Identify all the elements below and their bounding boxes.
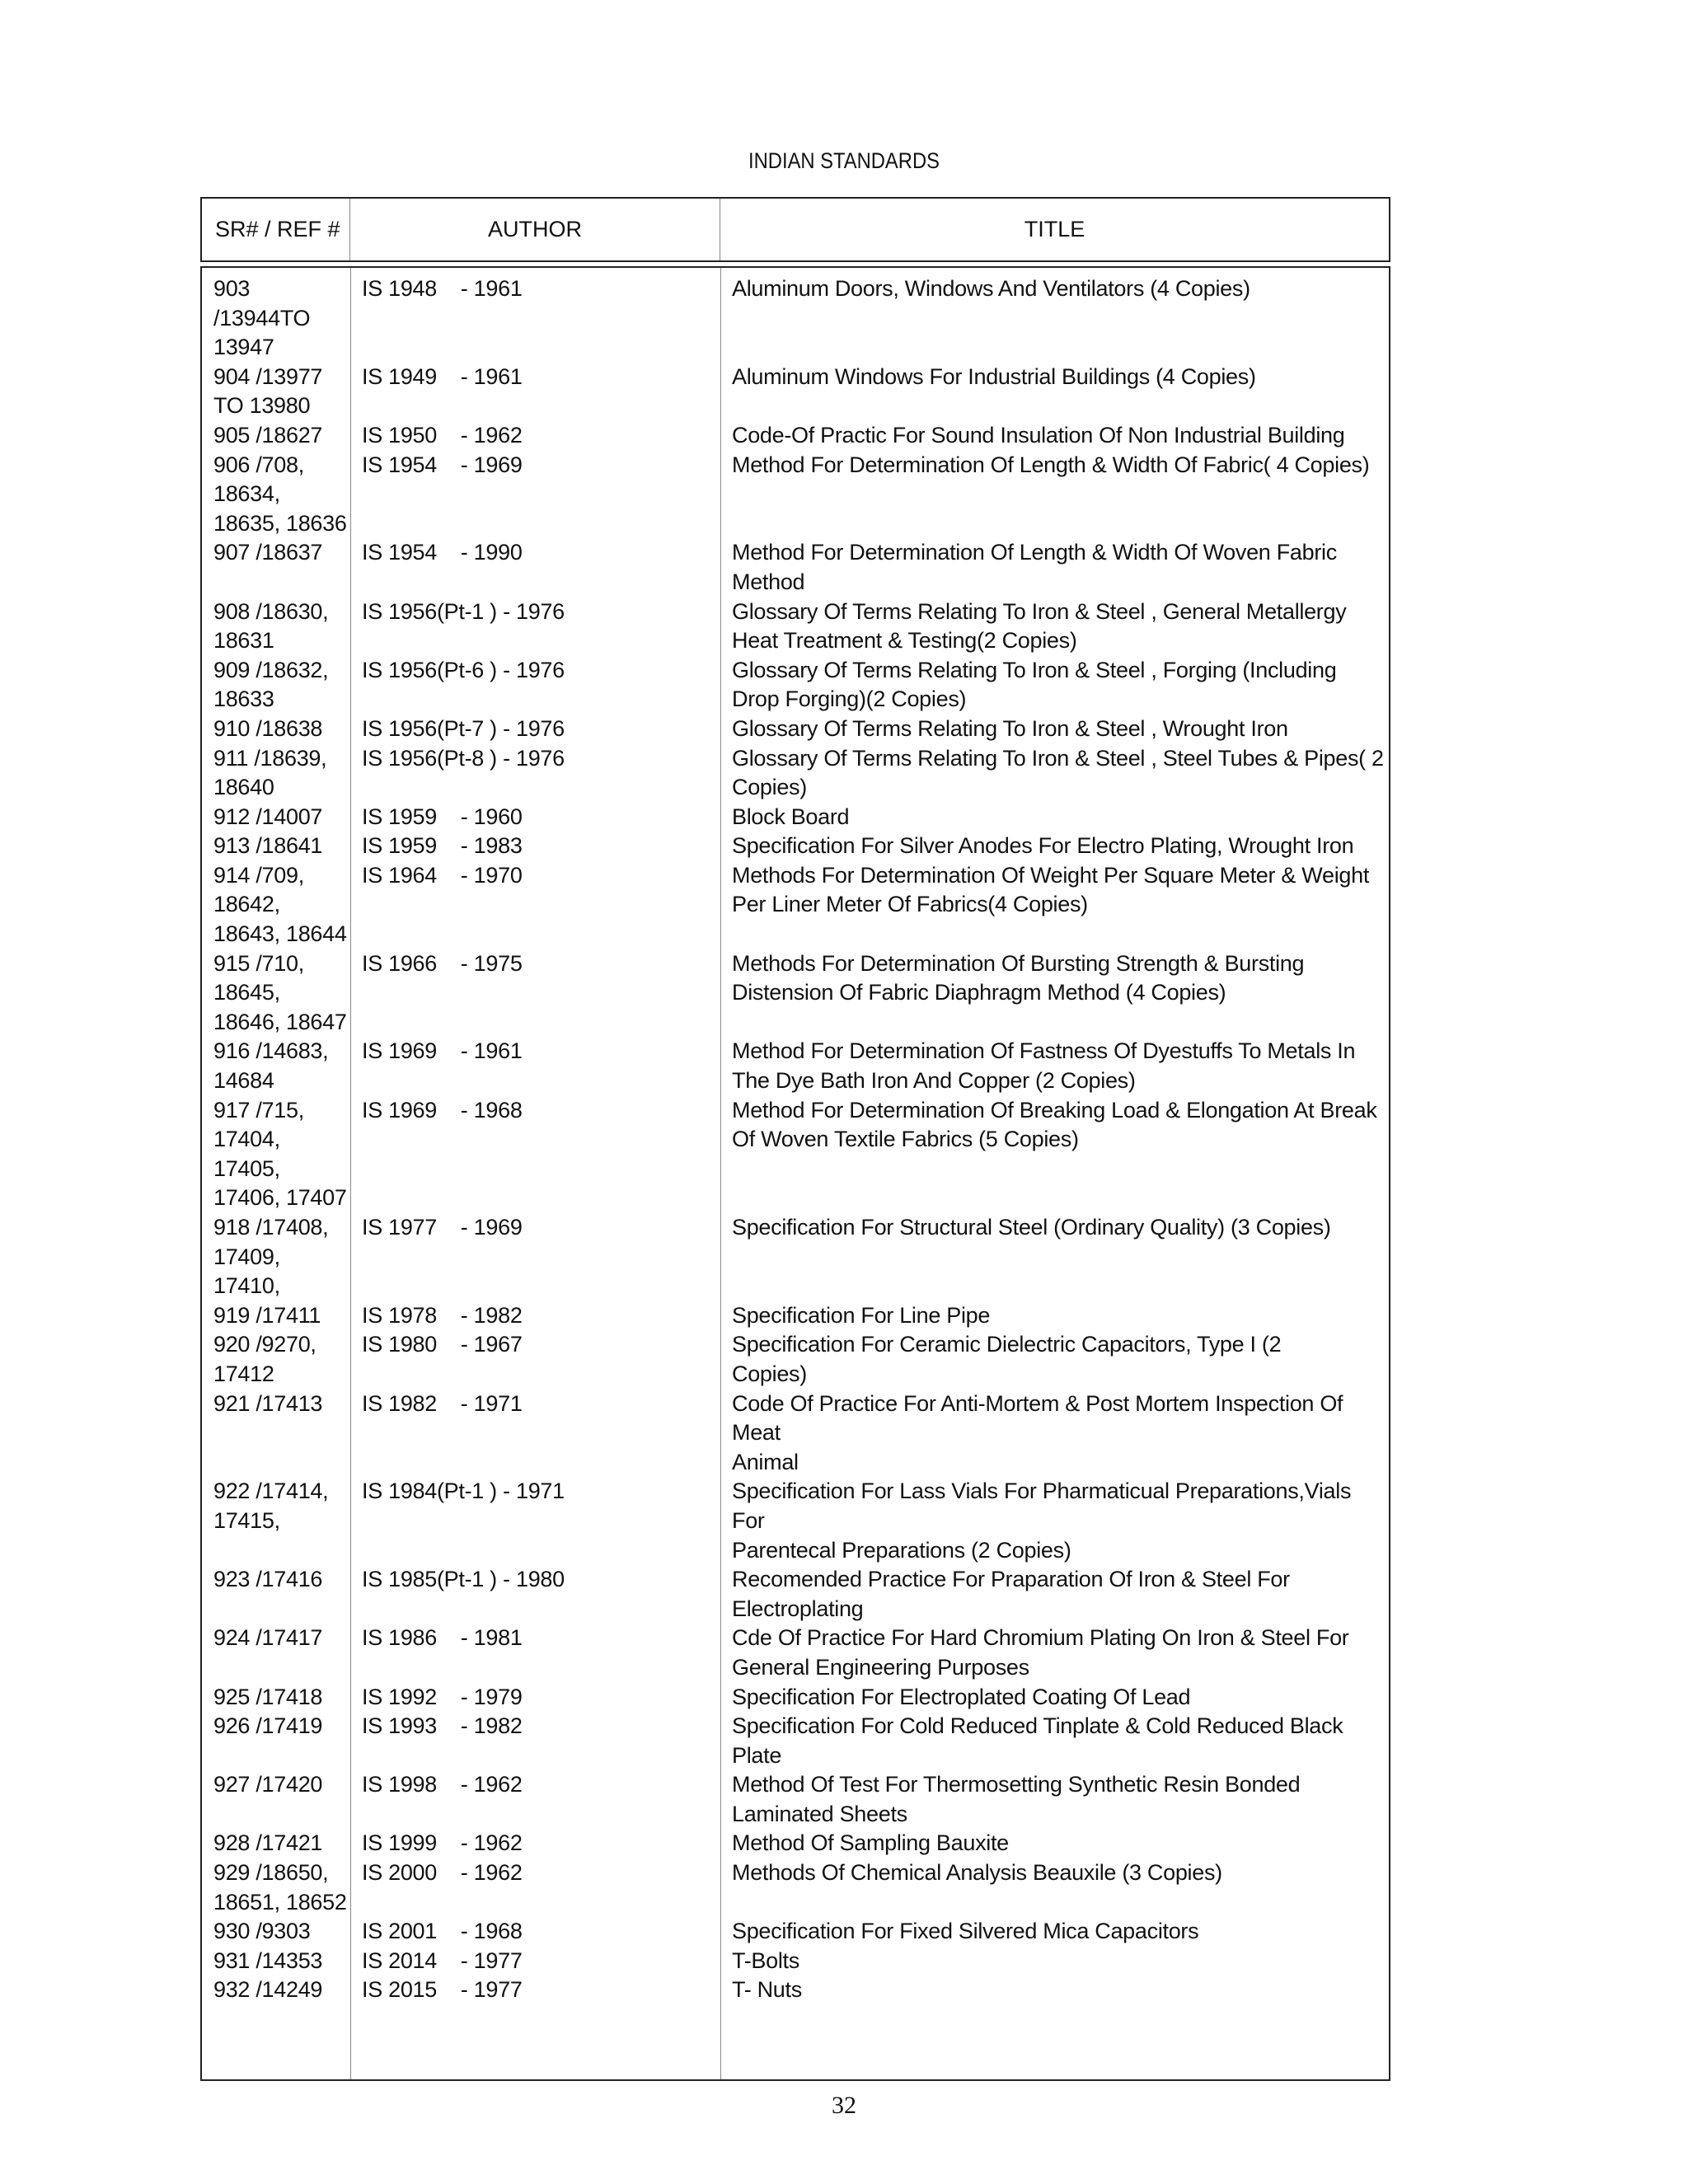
table-row [202, 861, 1389, 949]
author-cell: IS 1966 - 1975 [362, 950, 523, 976]
table-row [202, 1829, 1389, 1858]
ref-cell: 908 /18630, 18631 [213, 598, 329, 654]
title-cell: Method For Determination Of Breaking Load & Elongation At Break Of Woven Textile Fabrics (5 Copies) [732, 1097, 1377, 1152]
table-row [202, 803, 1389, 832]
title-cell: Specification For Line Pipe [732, 1302, 991, 1328]
table-row [202, 1975, 1389, 2005]
ref-cell: 924 /17417 [213, 1625, 323, 1651]
ref-cell: 928 /17421 [213, 1830, 323, 1856]
author-cell: IS 1956(Pt-8 ) - 1976 [362, 745, 565, 771]
author-cell: IS 1950 - 1962 [362, 422, 523, 448]
title-cell: Method Of Test For Thermosetting Synthetic Resin Bonded Laminated Sheets [732, 1772, 1301, 1826]
table-row [202, 1096, 1389, 1213]
author-cell: IS 1980 - 1967 [362, 1332, 523, 1357]
author-cell: IS 1956(Pt-1 ) - 1976 [362, 598, 565, 624]
author-cell: IS 1954 - 1990 [362, 540, 523, 565]
title-cell: Block Board [732, 804, 850, 829]
title-cell: Specification For Silver Anodes For Electro Plating, Wrought Iron [732, 833, 1354, 859]
table-row [202, 949, 1389, 1038]
ref-cell: 909 /18632, 18633 [213, 657, 329, 712]
title-cell: Aluminum Windows For Industrial Buildings (4 Copies) [732, 363, 1256, 389]
table-header [200, 197, 1390, 262]
table-row [202, 1947, 1389, 1976]
title-cell: Specification For Cold Reduced Tinplate & Cold Reduced Black Plate [732, 1713, 1343, 1768]
author-cell: IS 1948 - 1961 [362, 276, 523, 301]
table-row [202, 1301, 1389, 1331]
title-cell: T- Nuts [732, 1977, 802, 2003]
title-cell: Aluminum Doors, Windows And Ventilators (4 Copies) [732, 276, 1250, 301]
column-header-author: AUTHOR [350, 199, 720, 260]
ref-cell: 913 /18641 [213, 833, 323, 859]
author-cell: IS 1956(Pt-7 ) - 1976 [362, 715, 565, 741]
author-cell: IS 1959 - 1983 [362, 833, 523, 859]
table-row [202, 1712, 1389, 1770]
title-cell: Methods Of Chemical Analysis Beauxile (3 Copies) [732, 1860, 1222, 1886]
title-cell: Method For Determination Of Length & Width Of Fabric( 4 Copies) [732, 452, 1370, 477]
table-row [202, 715, 1389, 744]
author-cell: IS 1964 - 1970 [362, 862, 523, 888]
table-row [202, 451, 1389, 539]
ref-cell: 923 /17416 [213, 1567, 323, 1592]
ref-cell: 912 /14007 [213, 804, 323, 829]
table-row [202, 598, 1389, 656]
ref-cell: 930 /9303 [213, 1919, 311, 1944]
table-row [202, 1565, 1389, 1624]
ref-cell: 927 /17420 [213, 1772, 323, 1797]
author-cell: IS 1999 - 1962 [362, 1830, 523, 1856]
table-row [202, 656, 1389, 715]
title-cell: Glossary Of Terms Relating To Iron & Steel , General Metallergy Heat Treatment & Testing(2 Copies) [732, 598, 1347, 654]
author-cell: IS 1998 - 1962 [362, 1772, 523, 1797]
standards-table [200, 266, 1390, 2081]
table-row [202, 1917, 1389, 1947]
author-cell: IS 1949 - 1961 [362, 363, 523, 389]
author-cell: IS 1982 - 1971 [362, 1390, 523, 1416]
author-cell: IS 1954 - 1969 [362, 452, 523, 477]
page-heading: INDIAN STANDARDS [748, 148, 940, 173]
ref-cell: 914 /709, 18642, 18643, 18644 [213, 862, 347, 947]
ref-cell: 907 /18637 [213, 540, 323, 565]
author-cell: IS 1986 - 1981 [362, 1625, 523, 1651]
author-cell: IS 2015 - 1977 [362, 1977, 523, 2003]
table-row [202, 1037, 1389, 1095]
title-cell: Glossary Of Terms Relating To Iron & Steel , Steel Tubes & Pipes( 2 Copies) [732, 745, 1384, 800]
title-cell: Specification For Ceramic Dielectric Capacitors, Type I (2 Copies) [732, 1332, 1282, 1386]
ref-cell: 926 /17419 [213, 1713, 323, 1739]
table-row [202, 1683, 1389, 1713]
table-row [202, 1213, 1389, 1301]
table-row [202, 832, 1389, 861]
column-header-ref: SR# / REF # [202, 199, 350, 260]
author-cell: IS 1992 - 1979 [362, 1684, 523, 1709]
ref-cell: 916 /14683, 14684 [213, 1038, 329, 1094]
title-cell: Method For Determination Of Fastness Of Dyestuffs To Metals In The Dye Bath Iron And Copper (2 Copies) [732, 1038, 1356, 1094]
author-cell: IS 1959 - 1960 [362, 804, 523, 829]
column-header-title: TITLE [1024, 217, 1085, 241]
ref-cell: 931 /14353 [213, 1947, 323, 1973]
ref-cell: 915 /710, 18645, 18646, 18647 [213, 950, 347, 1034]
title-cell: Recomended Practice For Praparation Of Iron & Steel For Electroplating [732, 1567, 1290, 1621]
ref-cell: 929 /18650, 18651, 18652 [213, 1860, 347, 1915]
author-cell: IS 1977 - 1969 [362, 1215, 523, 1240]
table-row [202, 744, 1389, 803]
author-cell: IS 1984(Pt-1 ) - 1971 [362, 1479, 565, 1504]
ref-cell: 922 /17414, 17415, [213, 1479, 329, 1533]
table-row [202, 274, 1389, 363]
ref-cell: 911 /18639, 18640 [213, 745, 327, 800]
table-row [202, 1390, 1389, 1478]
title-cell: Code Of Practice For Anti-Mortem & Post Mortem Inspection Of Meat Animal [732, 1390, 1343, 1474]
title-cell: Specification For Lass Vials For Pharmaticual Preparations,Vials For Parentecal Preparations (2 Copies) [732, 1479, 1352, 1563]
ref-cell: 917 /715, 17404, 17405, 17406, 17407 [213, 1097, 347, 1211]
ref-cell: 920 /9270, 17412 [213, 1332, 316, 1386]
ref-cell: 921 /17413 [213, 1390, 323, 1416]
title-cell: Glossary Of Terms Relating To Iron & Steel , Wrought Iron [732, 715, 1288, 741]
title-cell: Method Of Sampling Bauxite [732, 1830, 1009, 1856]
author-cell: IS 1956(Pt-6 ) - 1976 [362, 657, 565, 682]
author-cell: IS 2014 - 1977 [362, 1947, 523, 1973]
title-cell: Specification For Fixed Silvered Mica Capacitors [732, 1919, 1199, 1944]
ref-cell: 905 /18627 [213, 422, 323, 448]
table-row [202, 1330, 1389, 1389]
author-cell: IS 1969 - 1968 [362, 1097, 523, 1122]
table-row [202, 421, 1389, 451]
title-cell: Specification For Structural Steel (Ordinary Quality) (3 Copies) [732, 1215, 1331, 1240]
ref-cell: 925 /17418 [213, 1684, 323, 1709]
author-cell: IS 1993 - 1982 [362, 1713, 523, 1739]
ref-cell: 919 /17411 [213, 1302, 321, 1328]
author-cell: IS 1969 - 1961 [362, 1038, 523, 1064]
table-row [202, 1858, 1389, 1917]
title-cell: T-Bolts [732, 1947, 799, 1973]
author-cell: IS 1978 - 1982 [362, 1302, 523, 1328]
title-cell: Cde Of Practice For Hard Chromium Plating On Iron & Steel For General Engineering Purposes [732, 1625, 1349, 1680]
ref-cell: 904 /13977 TO 13980 [213, 363, 323, 419]
title-cell: Methods For Determination Of Bursting Strength & Bursting Distension Of Fabric Diaphragm Method (4 Copies) [732, 950, 1305, 1005]
ref-cell: 903 /13944TO 13947 [213, 276, 311, 360]
ref-cell: 906 /708, 18634, 18635, 18636 [213, 452, 347, 536]
table-row [202, 1624, 1389, 1682]
table-row [202, 363, 1389, 421]
table-row [202, 538, 1389, 597]
title-cell: Specification For Electroplated Coating Of Lead [732, 1684, 1191, 1709]
title-cell: Glossary Of Terms Relating To Iron & Steel , Forging (Including Drop Forging)(2 Copies) [732, 657, 1337, 712]
table-row [202, 1770, 1389, 1829]
page-number: 32 [832, 2092, 856, 2119]
ref-cell: 910 /18638 [213, 715, 323, 741]
ref-cell: 932 /14249 [213, 1977, 323, 2003]
title-cell: Method For Determination Of Length & Width Of Woven Fabric Method [732, 540, 1337, 594]
table-rows [202, 274, 1389, 2005]
table-row [202, 1477, 1389, 1565]
title-cell: Methods For Determination Of Weight Per Square Meter & Weight Per Liner Meter Of Fabrics(4 Copies) [732, 862, 1370, 917]
ref-cell: 918 /17408, 17409, 17410, [213, 1215, 329, 1299]
title-cell: Code-Of Practic For Sound Insulation Of Non Industrial Building [732, 422, 1345, 448]
author-cell: IS 2000 - 1962 [362, 1860, 523, 1886]
author-cell: IS 2001 - 1968 [362, 1919, 523, 1944]
author-cell: IS 1985(Pt-1 ) - 1980 [362, 1567, 565, 1592]
